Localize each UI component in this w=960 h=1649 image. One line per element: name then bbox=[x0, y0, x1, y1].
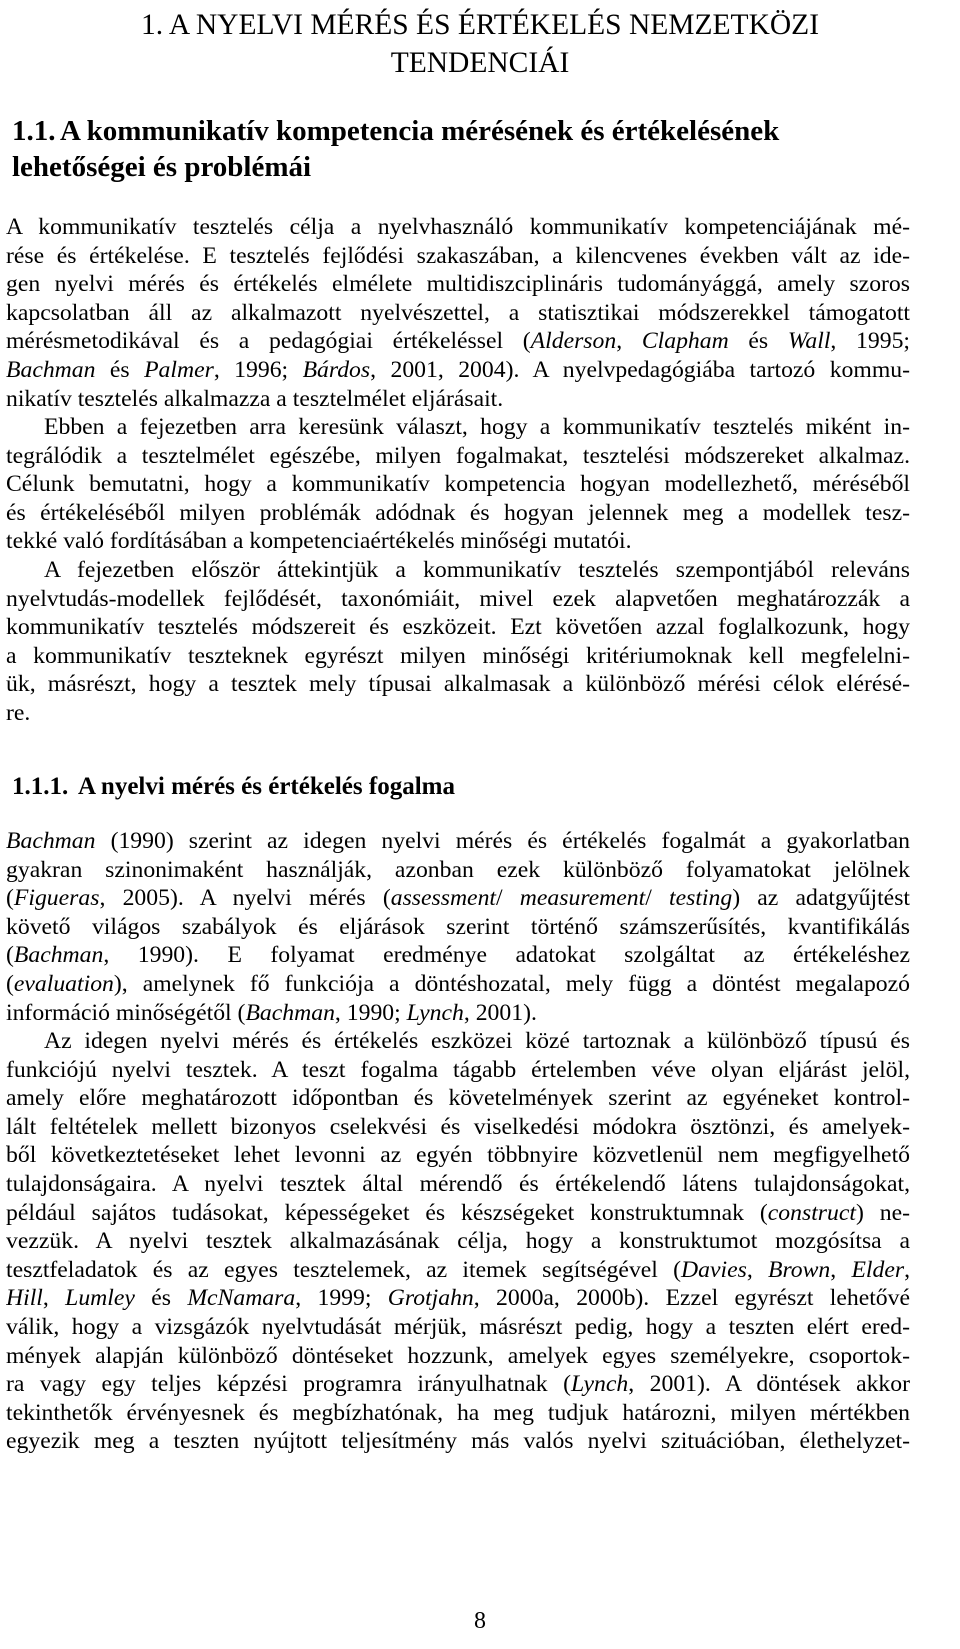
text-line: amely előre meghatározott időpontban és követelmények szerint az egyéneket kontrol- bbox=[6, 1085, 910, 1112]
text-line: tekké való fordításában a kompetenciaértékelés minőségi mutatói. bbox=[6, 528, 632, 555]
text-line: például sajátos tudásokat, képességeket és készségeket konstruktumnak (construct) ne- bbox=[6, 1199, 910, 1226]
text-line: Ebben a fejezetben arra keresünk választ, hogy a kommunikatív tesztelés miként in- bbox=[44, 414, 910, 440]
paragraph-1 bbox=[6, 213, 910, 413]
subsection-title: A nyelvi mérés és értékelés fogalma bbox=[78, 773, 455, 800]
text-line: (evaluation), amelynek fő funkciója a döntéshozatal, mely függ a döntést megalapozó bbox=[6, 970, 910, 997]
text-line: ük, másrészt, hogy a tesztek mely típusai alkalmasak a különböző mérési célok elérésé- bbox=[6, 671, 910, 698]
paragraph-2 bbox=[6, 413, 910, 556]
section-number: 1.1. bbox=[12, 115, 56, 147]
text-line: nikatív tesztelés alkalmazza a tesztelmélet eljárásait. bbox=[6, 385, 504, 412]
chapter-title-line-2: TENDENCIÁI bbox=[390, 47, 570, 79]
text-line: A fejezetben először áttekintjük a kommunikatív tesztelés szempontjából releváns bbox=[44, 557, 910, 583]
section-heading bbox=[12, 113, 892, 185]
text-line: tesztfeladatok és az egyes tesztelemek, az itemek segítségével (Davies, Brown, Elder, bbox=[6, 1256, 910, 1283]
subsection-heading bbox=[12, 771, 912, 803]
chapter-title bbox=[0, 6, 960, 82]
text-line: egyezik meg a teszten nyújtott teljesítmény más valós nyelvi szituációban, élethelyzet- bbox=[6, 1428, 910, 1455]
text-line: ra vagy egy teljes képzési programra irányulhatnak (Lynch, 2001). A döntések akkor bbox=[6, 1371, 910, 1398]
text-line: tulajdonságaira. A nyelvi tesztek által mérendő és értékelendő látens tulajdonságokat, bbox=[6, 1170, 910, 1197]
text-line: és értékeléséből milyen problémák adódnak és hogyan jelennek meg a modellek tesz- bbox=[6, 499, 910, 526]
text-line: követő világos szabályok és eljárások szerint történő számszerűsítés, kvantifikálás bbox=[6, 913, 910, 940]
text-line: Bachman (1990) szerint az idegen nyelvi mérés és értékelés fogalmát a gyakorlatban bbox=[6, 828, 910, 854]
text-line: gyakran szinonimaként használják, azonban ezek különböző folyamatokat jelölnek bbox=[6, 856, 910, 883]
text-line: információ minőségétől (Bachman, 1990; Lynch, 2001). bbox=[6, 999, 537, 1026]
chapter-title-line-1: 1. A NYELVI MÉRÉS ÉS ÉRTÉKELÉS NEMZETKÖZI bbox=[140, 9, 820, 41]
text-line: kommunikatív tesztelés módszereit és eszközeit. Ezt követően azzal foglalkozunk, hogy bbox=[6, 614, 910, 641]
paragraph-3 bbox=[6, 556, 910, 728]
text-line: (Figueras, 2005). A nyelvi mérés (assessment/ measurement/ testing) az adatgyűjtést bbox=[6, 885, 910, 912]
section-title-line-2: lehetőségei és problémái bbox=[12, 151, 312, 183]
text-line: Célunk bemutatni, hogy a kommunikatív kompetencia hogyan modellezhető, méréséből bbox=[6, 471, 910, 498]
text-line: vezzük. A nyelvi tesztek alkalmazásának célja, hogy a konstruktumot mozgósítsa a bbox=[6, 1228, 910, 1255]
text-line: re. bbox=[6, 699, 31, 726]
text-line: funkciójú nyelvi tesztek. A teszt fogalma tágabb értelemben véve olyan eljárást jelöl, bbox=[6, 1056, 910, 1083]
text-line: válik, hogy a vizsgázók nyelvtudását mérjük, másrészt pedig, hogy a teszten elért ered- bbox=[6, 1313, 910, 1340]
text-line: rése és értékelése. E tesztelés fejlődési szakaszában, a kilencvenes években vált az ide- bbox=[6, 242, 910, 269]
text-line: ből következtetéseket lehet levonni az egyén többnyire közvetlenül nem megfigyelhető bbox=[6, 1142, 910, 1169]
section-title-line-1: A kommunikatív kompetencia mérésének és értékelésének bbox=[60, 115, 780, 147]
text-line: gen nyelvi mérés és értékelés elmélete multidiszciplináris tudományággá, amely szoros bbox=[6, 271, 910, 298]
text-line: Hill, Lumley és McNamara, 1999; Grotjahn, 2000a, 2000b). Ezzel egyrészt lehetővé bbox=[6, 1285, 910, 1312]
text-line: A kommunikatív tesztelés célja a nyelvhasználó kommunikatív kompetenciájának mé- bbox=[6, 214, 910, 240]
text-line: mérésmetodikával és a pedagógiai értékeléssel (Alderson, Clapham és Wall, 1995; bbox=[6, 328, 910, 355]
text-line: tegrálódik a tesztelmélet egészébe, milyen fogalmakat, tesztelési módszereket alkalmaz. bbox=[6, 442, 910, 469]
page-number: 8 bbox=[474, 1608, 486, 1634]
text-line: mények alapján különböző döntéseket hozzunk, amelyek egyes személyekre, csoportok- bbox=[6, 1342, 910, 1369]
text-line: nyelvtudás-modellek fejlődését, taxonómiáit, mivel ezek alapvetően meghatározzák a bbox=[6, 585, 910, 612]
text-line: (Bachman, 1990). E folyamat eredménye adatokat szolgáltat az értékeléshez bbox=[6, 942, 910, 969]
text-line: lált feltételek mellett bizonyos cselekvési és viselkedési módokra ösztönzi, és amelyek- bbox=[6, 1113, 910, 1140]
paragraph-5 bbox=[6, 1027, 910, 1456]
text-line: kapcsolatban áll az alkalmazott nyelvészettel, a statisztikai módszerekkel támogatott bbox=[6, 299, 910, 326]
text-line: Az idegen nyelvi mérés és értékelés eszközei közé tartoznak a különböző típusú és bbox=[44, 1028, 910, 1054]
text-line: Bachman és Palmer, 1996; Bárdos, 2001, 2004). A nyelvpedagógiába tartozó kommu- bbox=[6, 356, 910, 383]
paragraph-4 bbox=[6, 827, 910, 1027]
text-line: a kommunikatív teszteknek egyrészt milyen minőségi kritériumoknak kell megfelelni- bbox=[6, 642, 910, 669]
text-line: tekinthetők érvényesnek és megbízhatónak, ha meg tudjuk határozni, milyen mértékben bbox=[6, 1399, 910, 1426]
subsection-number: 1.1.1. bbox=[12, 773, 69, 800]
